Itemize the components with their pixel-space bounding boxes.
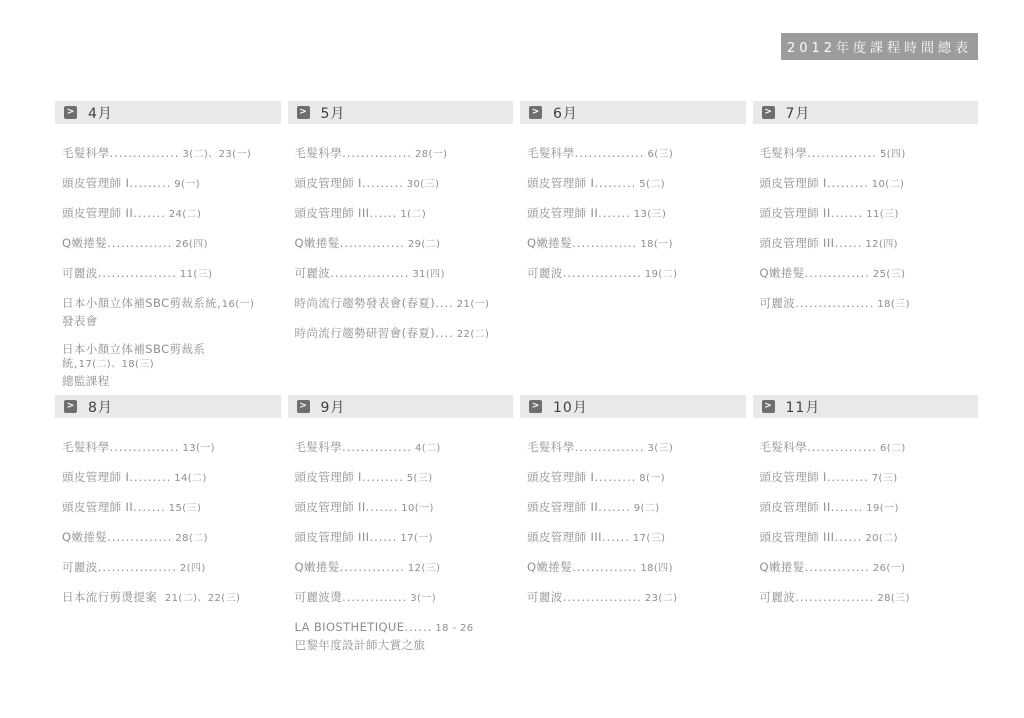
leader-dots: ......... bbox=[361, 470, 404, 484]
leader-dots: ......... bbox=[594, 176, 637, 190]
month-section bbox=[753, 395, 979, 666]
course-date: 18(三) bbox=[877, 299, 910, 310]
course-list bbox=[753, 440, 979, 606]
course-date: 28(二) bbox=[175, 533, 208, 544]
course-date: 17(二)、18(三) bbox=[78, 359, 155, 370]
leader-dots: ............... bbox=[342, 146, 412, 160]
chevron-right-icon: > bbox=[64, 400, 77, 413]
chevron-right-icon: > bbox=[529, 106, 542, 119]
course-item bbox=[295, 236, 510, 252]
course-name: 頭皮管理師 I bbox=[759, 176, 827, 190]
month-section bbox=[55, 395, 281, 666]
course-date: 16(一) bbox=[221, 299, 255, 310]
course-date: 20(二) bbox=[865, 533, 898, 544]
course-name: 可麗波 bbox=[527, 590, 563, 604]
course-date: 13(三) bbox=[633, 209, 667, 220]
course-name: 頭皮管理師 III bbox=[294, 530, 370, 544]
course-name: Q嫩捲髮 bbox=[62, 530, 108, 544]
course-note: 巴黎年度設計師大賞之旅 bbox=[294, 638, 426, 652]
leader-dots: ............... bbox=[342, 440, 412, 454]
leader-dots: .............. bbox=[339, 236, 405, 250]
course-name: 可麗波 bbox=[759, 590, 796, 604]
course-date: 13(一) bbox=[182, 443, 215, 454]
course-item bbox=[62, 236, 277, 252]
course-item bbox=[295, 560, 510, 576]
course-name: 頭皮管理師 II bbox=[62, 206, 134, 220]
month-section bbox=[55, 101, 281, 402]
course-name: 可麗波 bbox=[62, 266, 98, 280]
month-label: 10月 bbox=[553, 399, 588, 416]
course-name: 毛髮科學 bbox=[759, 146, 808, 160]
month-section bbox=[520, 101, 746, 402]
course-item bbox=[295, 146, 510, 162]
course-name: 可麗波 bbox=[294, 266, 331, 280]
course-item bbox=[760, 500, 975, 516]
course-date: 12(三) bbox=[407, 563, 441, 574]
leader-dots: ................. bbox=[562, 590, 642, 604]
course-date: 24(二) bbox=[168, 209, 202, 220]
course-item bbox=[527, 530, 742, 546]
course-item bbox=[62, 342, 277, 388]
course-name: 日本小顏立体補SBC剪裁系統 bbox=[62, 296, 218, 310]
course-list bbox=[753, 146, 979, 312]
course-date: 3(一) bbox=[410, 593, 437, 604]
leader-dots: ....... bbox=[598, 500, 631, 514]
leader-dots: .............. bbox=[572, 236, 638, 250]
course-date: 14(二) bbox=[174, 473, 207, 484]
chevron-right-icon: > bbox=[762, 106, 775, 119]
course-item bbox=[295, 470, 510, 486]
course-item bbox=[760, 266, 975, 282]
course-name: 毛髮科學 bbox=[294, 440, 343, 454]
page-title: 2012年度課程時間總表 bbox=[781, 33, 978, 60]
course-date: 10(一) bbox=[401, 503, 434, 514]
course-name: 頭皮管理師 II bbox=[527, 500, 599, 514]
course-item bbox=[295, 620, 510, 652]
course-item bbox=[62, 176, 277, 192]
course-date: 17(三) bbox=[632, 533, 666, 544]
leader-dots: ......... bbox=[361, 176, 404, 190]
leader-dots: .............. bbox=[804, 560, 870, 574]
course-date: 7(三) bbox=[871, 473, 898, 484]
course-item bbox=[760, 206, 975, 222]
course-name: 頭皮管理師 I bbox=[527, 176, 595, 190]
course-date: 19(一) bbox=[866, 503, 899, 514]
course-date: 5(三) bbox=[406, 473, 433, 484]
chevron-right-icon: > bbox=[297, 400, 310, 413]
month-label: 4月 bbox=[88, 105, 113, 122]
course-date: 28(一) bbox=[414, 149, 448, 160]
course-name: Q嫩捲髮 bbox=[759, 560, 805, 574]
course-item bbox=[760, 590, 975, 606]
leader-dots: .............. bbox=[107, 530, 173, 544]
course-item bbox=[62, 470, 277, 486]
course-item bbox=[527, 176, 742, 192]
leader-dots: ................. bbox=[330, 266, 410, 280]
course-name: 毛髮科學 bbox=[527, 440, 575, 454]
course-item bbox=[527, 146, 742, 162]
course-name: LA BIOSTHETIQUE bbox=[294, 620, 405, 634]
course-date: 10(二) bbox=[871, 179, 905, 190]
course-item bbox=[62, 146, 277, 162]
course-item bbox=[527, 206, 742, 222]
course-list bbox=[55, 146, 281, 388]
leader-dots: .... bbox=[435, 296, 454, 310]
course-name: 毛髮科學 bbox=[759, 440, 808, 454]
leader-dots: ............... bbox=[574, 440, 645, 454]
month-header bbox=[55, 101, 281, 124]
course-item bbox=[295, 266, 510, 282]
month-section bbox=[753, 101, 979, 402]
month-label: 5月 bbox=[320, 105, 346, 122]
course-name: 頭皮管理師 I bbox=[759, 470, 827, 484]
course-date: 18 - 26 bbox=[435, 623, 474, 634]
course-date: 28(三) bbox=[877, 593, 910, 604]
month-header bbox=[520, 395, 746, 418]
course-name: 可麗波 bbox=[62, 560, 98, 574]
course-date: 5(二) bbox=[639, 179, 666, 190]
course-date: 9(一) bbox=[174, 179, 201, 190]
course-item bbox=[760, 176, 975, 192]
leader-dots: ...... bbox=[369, 530, 398, 544]
leader-dots: ................. bbox=[562, 266, 642, 280]
course-item bbox=[62, 500, 277, 516]
course-name: 日本小顏立体補SBC剪裁系統 bbox=[62, 342, 206, 370]
leader-dots: ...... bbox=[404, 620, 433, 634]
course-list bbox=[520, 440, 746, 606]
month-header bbox=[753, 101, 979, 124]
course-date: 21(二)、22(三) bbox=[164, 593, 241, 604]
month-label: 7月 bbox=[785, 105, 811, 122]
months-row-top bbox=[55, 101, 978, 402]
leader-dots: ......... bbox=[826, 470, 869, 484]
leader-dots: .............. bbox=[572, 560, 638, 574]
course-date: 4(二) bbox=[414, 443, 441, 454]
course-list bbox=[288, 146, 514, 342]
course-name: 頭皮管理師 III bbox=[759, 236, 835, 250]
course-item bbox=[62, 296, 277, 328]
course-date: 6(三) bbox=[647, 149, 674, 160]
course-name: 日本流行剪燙提案 bbox=[62, 590, 158, 604]
month-header bbox=[753, 395, 979, 418]
course-name: Q嫩捲髮 bbox=[527, 236, 573, 250]
course-name: 頭皮管理師 I bbox=[527, 470, 595, 484]
months-row-bottom bbox=[55, 395, 978, 666]
course-item bbox=[760, 236, 975, 252]
course-date: 15(三) bbox=[168, 503, 202, 514]
course-item bbox=[527, 236, 742, 252]
course-name: 頭皮管理師 II bbox=[759, 206, 831, 220]
chevron-right-icon: > bbox=[64, 106, 77, 119]
course-date: 9(二) bbox=[633, 503, 660, 514]
course-name: 頭皮管理師 I bbox=[294, 470, 362, 484]
course-date: 8(一) bbox=[639, 473, 666, 484]
course-name: 可麗波燙 bbox=[294, 590, 343, 604]
course-item bbox=[760, 296, 975, 312]
leader-dots: ............... bbox=[109, 440, 180, 454]
course-name: Q嫩捲髮 bbox=[527, 560, 573, 574]
leader-dots: ................. bbox=[795, 590, 875, 604]
leader-dots: , bbox=[217, 296, 222, 310]
leader-dots: ................. bbox=[97, 266, 177, 280]
chevron-right-icon: > bbox=[529, 400, 542, 413]
month-label: 6月 bbox=[553, 105, 578, 122]
course-item bbox=[527, 440, 742, 456]
leader-dots: .............. bbox=[342, 590, 408, 604]
month-label: 9月 bbox=[320, 399, 346, 416]
course-date: 25(三) bbox=[872, 269, 906, 280]
month-header bbox=[55, 395, 281, 418]
course-date: 11(三) bbox=[866, 209, 899, 220]
course-name: Q嫩捲髮 bbox=[759, 266, 805, 280]
leader-dots: ......... bbox=[129, 176, 172, 190]
leader-dots: ....... bbox=[830, 500, 864, 514]
course-item bbox=[295, 206, 510, 222]
leader-dots: ......... bbox=[826, 176, 869, 190]
course-item bbox=[295, 590, 510, 606]
course-name: 頭皮管理師 I bbox=[294, 176, 362, 190]
course-date: 30(三) bbox=[406, 179, 440, 190]
course-date: 3(三) bbox=[647, 443, 674, 454]
course-item bbox=[760, 440, 975, 456]
course-name: 時尚流行趨勢研習會(春夏) bbox=[294, 326, 436, 340]
course-list bbox=[55, 440, 281, 606]
course-date: 23(二) bbox=[644, 593, 678, 604]
leader-dots: ................. bbox=[795, 296, 875, 310]
leader-dots: ......... bbox=[594, 470, 637, 484]
course-date: 12(四) bbox=[865, 239, 898, 250]
course-date: 18(四) bbox=[640, 563, 673, 574]
course-date: 2(四) bbox=[179, 563, 206, 574]
leader-dots: , bbox=[73, 356, 79, 370]
course-item bbox=[527, 266, 742, 282]
leader-dots: ............... bbox=[807, 440, 877, 454]
leader-dots: ...... bbox=[834, 530, 863, 544]
course-item bbox=[62, 266, 277, 282]
leader-dots: .............. bbox=[339, 560, 405, 574]
course-item bbox=[295, 326, 510, 342]
leader-dots: ....... bbox=[365, 500, 399, 514]
course-name: Q嫩捲髮 bbox=[294, 560, 340, 574]
course-date: 17(一) bbox=[400, 533, 433, 544]
course-item bbox=[295, 176, 510, 192]
course-item bbox=[62, 590, 277, 606]
course-list bbox=[520, 146, 746, 282]
course-name: Q嫩捲髮 bbox=[294, 236, 340, 250]
leader-dots: ...... bbox=[601, 530, 630, 544]
course-item bbox=[62, 530, 277, 546]
course-item bbox=[527, 500, 742, 516]
course-name: 毛髮科學 bbox=[527, 146, 575, 160]
course-date: 1(二) bbox=[400, 209, 427, 220]
course-date: 26(一) bbox=[872, 563, 906, 574]
course-date: 21(一) bbox=[456, 299, 490, 310]
course-name: 頭皮管理師 III bbox=[527, 530, 602, 544]
month-header bbox=[288, 395, 514, 418]
leader-dots: .... bbox=[435, 326, 454, 340]
month-section bbox=[520, 395, 746, 666]
course-date: 22(二) bbox=[456, 329, 490, 340]
course-date: 18(一) bbox=[640, 239, 673, 250]
course-name: 頭皮管理師 II bbox=[759, 500, 831, 514]
course-item bbox=[295, 500, 510, 516]
month-section bbox=[288, 101, 514, 402]
chevron-right-icon: > bbox=[762, 400, 775, 413]
leader-dots bbox=[157, 590, 162, 604]
month-label: 8月 bbox=[88, 399, 113, 416]
leader-dots: ............... bbox=[574, 146, 645, 160]
leader-dots: ....... bbox=[830, 206, 864, 220]
leader-dots: ................. bbox=[97, 560, 177, 574]
course-date: 29(二) bbox=[407, 239, 441, 250]
leader-dots: ....... bbox=[133, 500, 166, 514]
course-date: 11(三) bbox=[179, 269, 213, 280]
course-item bbox=[62, 206, 277, 222]
leader-dots: ......... bbox=[129, 470, 172, 484]
course-note: 總監課程 bbox=[62, 374, 110, 388]
course-item bbox=[527, 560, 742, 576]
course-item bbox=[62, 440, 277, 456]
course-item bbox=[295, 296, 510, 312]
course-name: 毛髮科學 bbox=[294, 146, 343, 160]
course-name: 可麗波 bbox=[759, 296, 796, 310]
course-date: 3(二)、23(一) bbox=[182, 149, 252, 160]
course-name: 頭皮管理師 III bbox=[294, 206, 370, 220]
chevron-right-icon: > bbox=[297, 106, 310, 119]
course-name: 時尚流行趨勢發表會(春夏) bbox=[294, 296, 436, 310]
course-name: 頭皮管理師 I bbox=[62, 470, 130, 484]
leader-dots: ...... bbox=[369, 206, 398, 220]
course-date: 6(二) bbox=[879, 443, 906, 454]
leader-dots: ....... bbox=[133, 206, 166, 220]
course-name: 可麗波 bbox=[527, 266, 563, 280]
leader-dots: ............... bbox=[109, 146, 180, 160]
course-item bbox=[295, 440, 510, 456]
leader-dots: .............. bbox=[107, 236, 173, 250]
course-name: 頭皮管理師 II bbox=[527, 206, 599, 220]
course-item bbox=[527, 590, 742, 606]
course-name: 頭皮管理師 II bbox=[294, 500, 366, 514]
course-list bbox=[288, 440, 514, 652]
course-item bbox=[62, 560, 277, 576]
month-label: 11月 bbox=[785, 399, 821, 416]
course-item bbox=[760, 560, 975, 576]
course-item bbox=[527, 470, 742, 486]
course-date: 31(四) bbox=[412, 269, 445, 280]
month-header bbox=[520, 101, 746, 124]
course-item bbox=[295, 530, 510, 546]
course-item bbox=[760, 146, 975, 162]
course-date: 26(四) bbox=[175, 239, 208, 250]
course-name: 頭皮管理師 III bbox=[759, 530, 835, 544]
month-section bbox=[288, 395, 514, 666]
course-name: Q嫩捲髮 bbox=[62, 236, 108, 250]
course-item bbox=[760, 470, 975, 486]
course-name: 毛髮科學 bbox=[62, 146, 110, 160]
leader-dots: .............. bbox=[804, 266, 870, 280]
course-name: 頭皮管理師 I bbox=[62, 176, 130, 190]
course-name: 毛髮科學 bbox=[62, 440, 110, 454]
course-date: 5(四) bbox=[879, 149, 906, 160]
leader-dots: ...... bbox=[834, 236, 863, 250]
course-item bbox=[760, 530, 975, 546]
leader-dots: ............... bbox=[807, 146, 877, 160]
leader-dots: ....... bbox=[598, 206, 631, 220]
course-note: 發表會 bbox=[62, 314, 98, 328]
course-date: 19(二) bbox=[644, 269, 678, 280]
course-name: 頭皮管理師 II bbox=[62, 500, 134, 514]
month-header bbox=[288, 101, 514, 124]
